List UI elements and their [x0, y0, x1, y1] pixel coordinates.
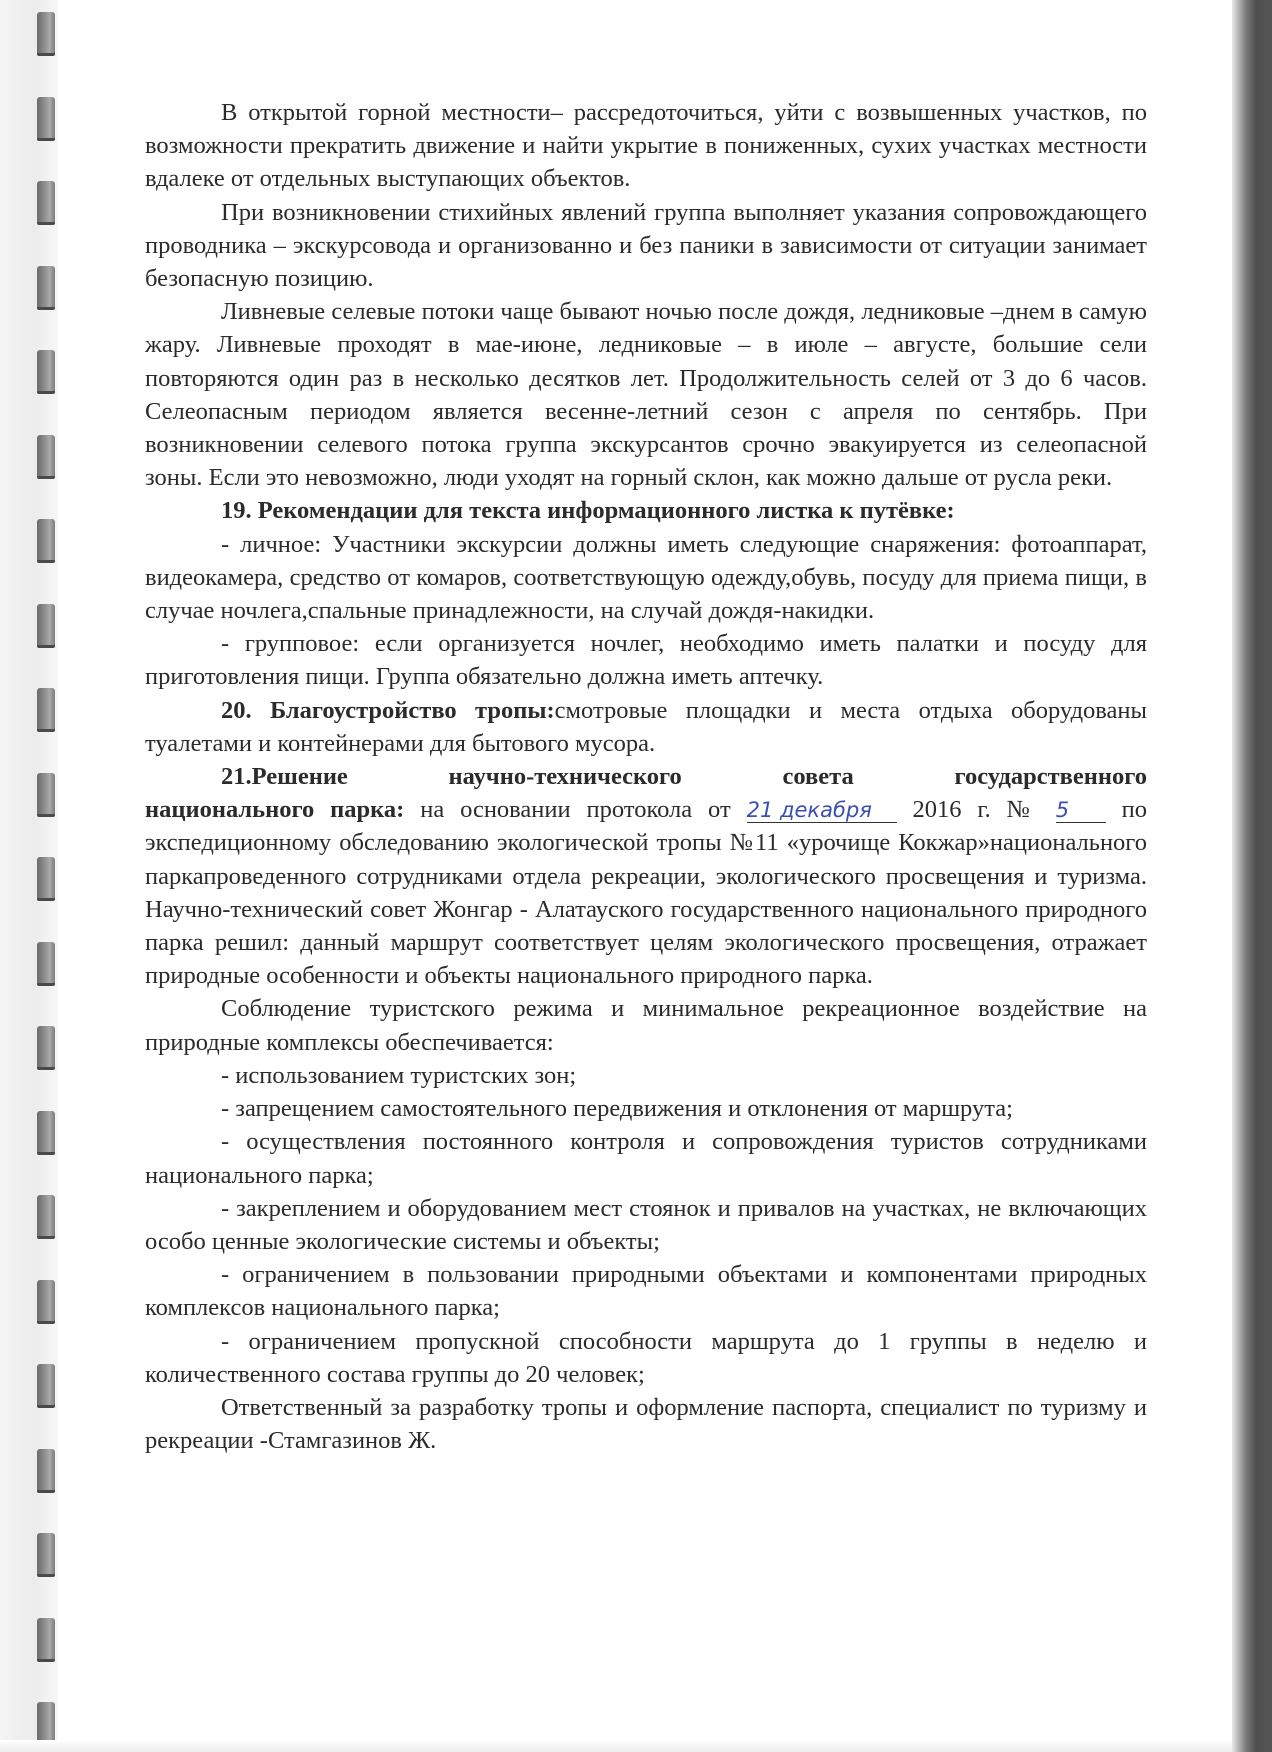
regime-intro: Соблюдение туристского режима и минимальное рекреационное воздействие на природные комплексы обеспечивается:: [145, 995, 1147, 1056]
responsible-person: Ответственный за разработку тропы и оформление паспорта, специалист по туризму и рекреации -Стамгазинов Ж.: [145, 1393, 1147, 1455]
binding-ring: [37, 181, 55, 225]
binding-ring: [37, 857, 55, 901]
section-21-title: 21.Решение научно-технического совета государственного: [221, 763, 1147, 791]
binding-ring: [37, 1533, 55, 1577]
section-20: [145, 694, 1147, 760]
binding-ring: [37, 1618, 55, 1662]
document-page: [145, 96, 1147, 1457]
binding-ring: [37, 266, 55, 310]
page-edge-shadow: [1232, 0, 1272, 1752]
binding-ring: [37, 773, 55, 817]
binding-ring: [37, 1195, 55, 1239]
section-19-heading: [145, 494, 1147, 527]
binding-ring: [37, 688, 55, 732]
section-21-body: [145, 793, 1147, 992]
paragraph-mudflows: Ливневые селевые потоки чаще бывают ночью после дождя, ледниковые –днем в самую жару. Ливневые проходят в мае-июне, ледниковые – в июле – августе, большие сели повторяются один раз в несколько десятков лет. Продолжительность селей от 3 до 6 часов. Селеопасным периодом является весенне-летний сезон с апреля по сентябрь. При возникновении селевого потока группа экскурсантов срочно эвакуируется из селеопасной зоны. Если это невозможно, люди уходят на горный склон, как можно дальше от русла реки.: [145, 298, 1147, 492]
regime-item: - ограничением в пользовании природными объектами и компонентами природных комплексов национального парка;: [145, 1261, 1147, 1322]
paragraph-natural-disasters: При возникновении стихийных явлений группа выполняет указания сопровождающего проводника – экскурсовода и организованно и без паники в зависимости от ситуации занимает безопасную позицию.: [145, 198, 1147, 293]
regime-item: - ограничением пропускной способности маршрута до 1 группы в неделю и количественного состава группы до 20 человек;: [145, 1327, 1147, 1388]
section-21-decision-text: по экспедиционному обследованию экологической тропы №11 «урочище Кокжар»национального паркапроведенного сотрудниками отдела рекреации, экологического просвещения и туризма. Научно-технический совет Жонгар - Алатауского государственного национального природного парка решил: данный маршрут соответствует целям экологического просвещения, отражает природные особенности и объекты национального природного парка.: [145, 796, 1147, 990]
binding-ring: [37, 1364, 55, 1408]
section-21-heading-line1: [145, 760, 1147, 793]
binding-ring: [37, 350, 55, 394]
binding-ring: [37, 1111, 55, 1155]
binding-ring: [37, 12, 55, 56]
page-bottom-shade: [0, 1740, 1232, 1752]
binding-ring: [37, 942, 55, 986]
binding-ring: [37, 1026, 55, 1070]
section-21-title-cont: национального парка:: [145, 796, 405, 824]
regime-item: - использованием туристских зон;: [221, 1061, 577, 1089]
section-19-title: 19. Рекомендации для текста информационного листка к путёвке:: [221, 497, 955, 525]
handwritten-date-field: 21 декабря: [747, 798, 897, 823]
section-20-text: смотровые площадки и места отдыха оборудованы туалетами и контейнерами для бытового мусора.: [145, 696, 1148, 757]
section-21-year: 2016 г. №: [896, 796, 1056, 824]
regime-item: - запрещением самостоятельного передвижения и отклонения от маршрута;: [221, 1095, 1013, 1123]
section-19-personal: - личное: Участники экскурсии должны иметь следующие снаряжения: фотоаппарат, видеокамера, средство от комаров, соответствующую одежду,обувь, посуду для приема пищи, в случае ночлега,спальные принадлежности, на случай дождя-накидки.: [145, 530, 1147, 625]
binding-ring: [37, 435, 55, 479]
handwritten-number-field: 5: [1056, 798, 1106, 823]
binding-ring: [37, 1449, 55, 1493]
section-21-protocol-text: на основании протокола от: [404, 796, 747, 824]
binding-ring: [37, 519, 55, 563]
binding-ring: [37, 97, 55, 141]
binding-ring: [37, 604, 55, 648]
binding-ring: [37, 1280, 55, 1324]
paragraph-mountain-terrain: В открытой горной местности– рассредоточиться, уйти с возвышенных участков, по возможности прекратить движение и найти укрытие в пониженных, сухих участках местности вдалеке от отдельных выступающих объектов.: [145, 99, 1147, 193]
section-19-group: - групповое: если организуется ночлег, необходимо иметь палатки и посуду для приготовления пищи. Группа обязательно должна иметь аптечку.: [145, 630, 1147, 691]
section-20-heading: 20. Благоустройство тропы:: [221, 696, 555, 724]
regime-item: - осуществления постоянного контроля и сопровождения туристов сотрудниками национального парка;: [145, 1128, 1147, 1189]
regime-item: - закреплением и оборудованием мест стоянок и привалов на участках, не включающих особо ценные экологические системы и объекты;: [145, 1194, 1147, 1255]
